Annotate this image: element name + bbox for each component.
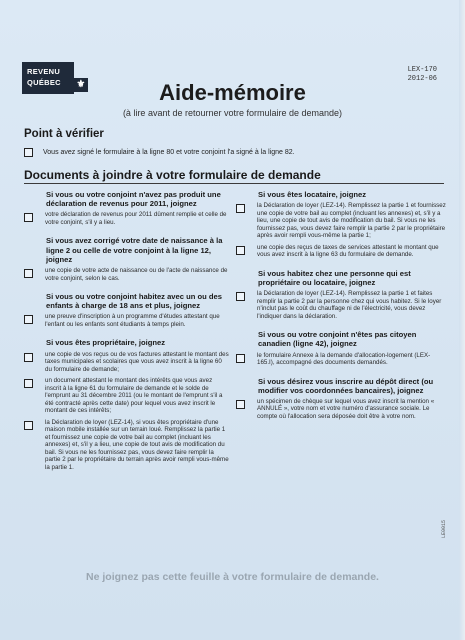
item-text: le formulaire Annexe à la demande d'allocation-logement (LEX-165.I), accompagné des documents demandés. [257,351,431,367]
item-text: un document attestant le montant des intérêts que vous avez inscrit à la ligne 61 du formulaire de demande et le solde de l'emprunt au 31 décembre 2011 (ou le montant de l'emprunt s'il a été contracté après cette date) pour lequel vous avez inscrit le montant de ces intérêts; [45,377,223,415]
section-heading: Si vous ou votre conjoint habitez avec un ou des enfants à charge de 18 ans et plus, joignez [46,292,222,311]
item-checkbox[interactable] [24,421,33,430]
item-text: une copie de votre acte de naissance ou de l'acte de naissance de votre conjoint, selon le cas. [45,267,228,282]
left-column [24,190,229,481]
checklist-item [24,313,229,328]
logo-line-1: REVENU [27,67,61,76]
checklist-item [24,211,229,226]
form-code-version: 2012-06 [407,75,437,83]
section-heading: Si vous habitez chez une personne qui est propriétaire ou locataire, joignez [258,268,411,287]
document-section [236,269,446,330]
documents-heading: Documents à joindre à votre formulaire de demande [24,168,321,182]
item-checkbox[interactable] [236,204,245,213]
form-code-number: LEX-170 [407,66,437,74]
document-section [24,338,229,481]
item-checkbox[interactable] [24,315,33,324]
checklist-item [236,244,446,259]
checklist-item [236,290,446,320]
logo-line-2: QUÉBEC [27,78,61,87]
checklist-item [24,419,229,472]
item-text: une copie de vos reçus ou de vos factures attestant le montant des taxes municipales et scolaires que vous avez inscrit à la ligne 60 du formulaire de demande; [45,350,229,373]
section-heading: Si vous ou votre conjoint n'êtes pas citoyen canadien (ligne 42), joignez [258,330,417,349]
item-text: la Déclaration de loyer (LEZ-14). Remplissez la partie 1 et fournissez une copie de votre bail au complet (incluant les annexes) et, s'il y a lieu, une copie de tout avis de modification du bail. Si vous ne les fournissez pas, vous devez faire remplir la partie 2 par le propriétaire après avoir rempli vous-même la partie 1; [257,202,446,240]
item-checkbox[interactable] [236,292,245,301]
divider [24,183,444,184]
right-column [236,190,446,430]
point-a-verifier-row [24,148,295,157]
checklist-item [24,267,229,282]
item-text: la Déclaration de loyer (LEZ-14). Remplissez la partie 1 et faites remplir la partie 2 par la personne chez qui vous habitez. Si le loyer n'inclut pas le coût du chauffage ni de l'électricité, vous devez l'indiquer dans la déclaration. [257,290,442,320]
checklist-item [24,351,229,374]
checklist-item [236,398,446,421]
item-checkbox[interactable] [24,269,33,278]
section-heading: Si vous êtes propriétaire, joignez [46,338,166,348]
checklist-item [236,202,446,240]
section-gap [24,475,229,481]
side-code: LE0015 [441,520,447,539]
footer-note: Ne joignez pas cette feuille à votre formulaire de demande. [86,571,379,583]
document-section [236,330,446,376]
section-heading: Si vous désirez vous inscrire au dépôt direct (ou modifier vos coordonnées bancaires), joignez [258,376,434,395]
document-section [24,190,229,236]
signature-checkbox[interactable] [24,148,33,157]
item-checkbox[interactable] [236,354,245,363]
point-a-verifier-heading: Point à vérifier [24,128,104,140]
item-text: votre déclaration de revenus pour 2011 dûment remplie et celle de votre conjoint, s'il y a lieu. [45,211,227,226]
item-text: la Déclaration de loyer (LEZ-14), si vous êtes propriétaire d'une maison mobile installée sur un terrain loué. Remplissez la partie 1 et fournissez une copie de votre bail au complet (incluant les annexes) et, s'il y a lieu, une copie de tout avis de modification du bail. Si vous ne les fournissez pas, vous devez faire remplir la partie 2 par le propriétaire du terrain après avoir rempli vous-même la partie 1. [45,418,229,471]
section-heading: Si vous êtes locataire, joignez [258,190,367,199]
page-subtitle: (à lire avant de retourner votre formulaire de demande) [122,108,343,118]
page-title: Aide-mémoire [159,80,306,105]
section-heading: Si vous avez corrigé votre date de naissance à la ligne 2 ou celle de votre conjoint à la ligne 12, joignez [46,236,223,264]
item-checkbox[interactable] [236,400,245,409]
item-checkbox[interactable] [236,246,245,255]
point-a-verifier-text: Vous avez signé le formulaire à la ligne 80 et votre conjoint l'a signé à la ligne 82. [43,149,295,156]
document-section [236,377,446,431]
checklist-item [24,377,229,415]
section-gap [236,424,446,430]
fleur-de-lis-icon: ⚜ [74,78,88,92]
checklist-item [236,352,446,367]
item-text: une preuve d'inscription à un programme d'études attestant que l'enfant ou les enfants sont étudiants à temps plein. [45,313,220,328]
item-checkbox[interactable] [24,213,33,222]
document-section [24,236,229,292]
section-heading: Si vous ou votre conjoint n'avez pas produit une déclaration de revenus pour 2011, joignez [46,190,221,209]
document-section [236,190,446,269]
item-checkbox[interactable] [24,379,33,388]
document-section [24,292,229,338]
item-checkbox[interactable] [24,353,33,362]
item-text: un spécimen de chèque sur lequel vous avez inscrit la mention « ANNULÉ », votre nom et votre numéro d'assurance sociale. Le compte où l'allocation sera déposée doit être à votre nom. [257,397,435,420]
item-text: une copie des reçus de taxes de services attestant le montant que vous avez inscrit à la ligne 63 du formulaire de demande. [257,243,439,259]
